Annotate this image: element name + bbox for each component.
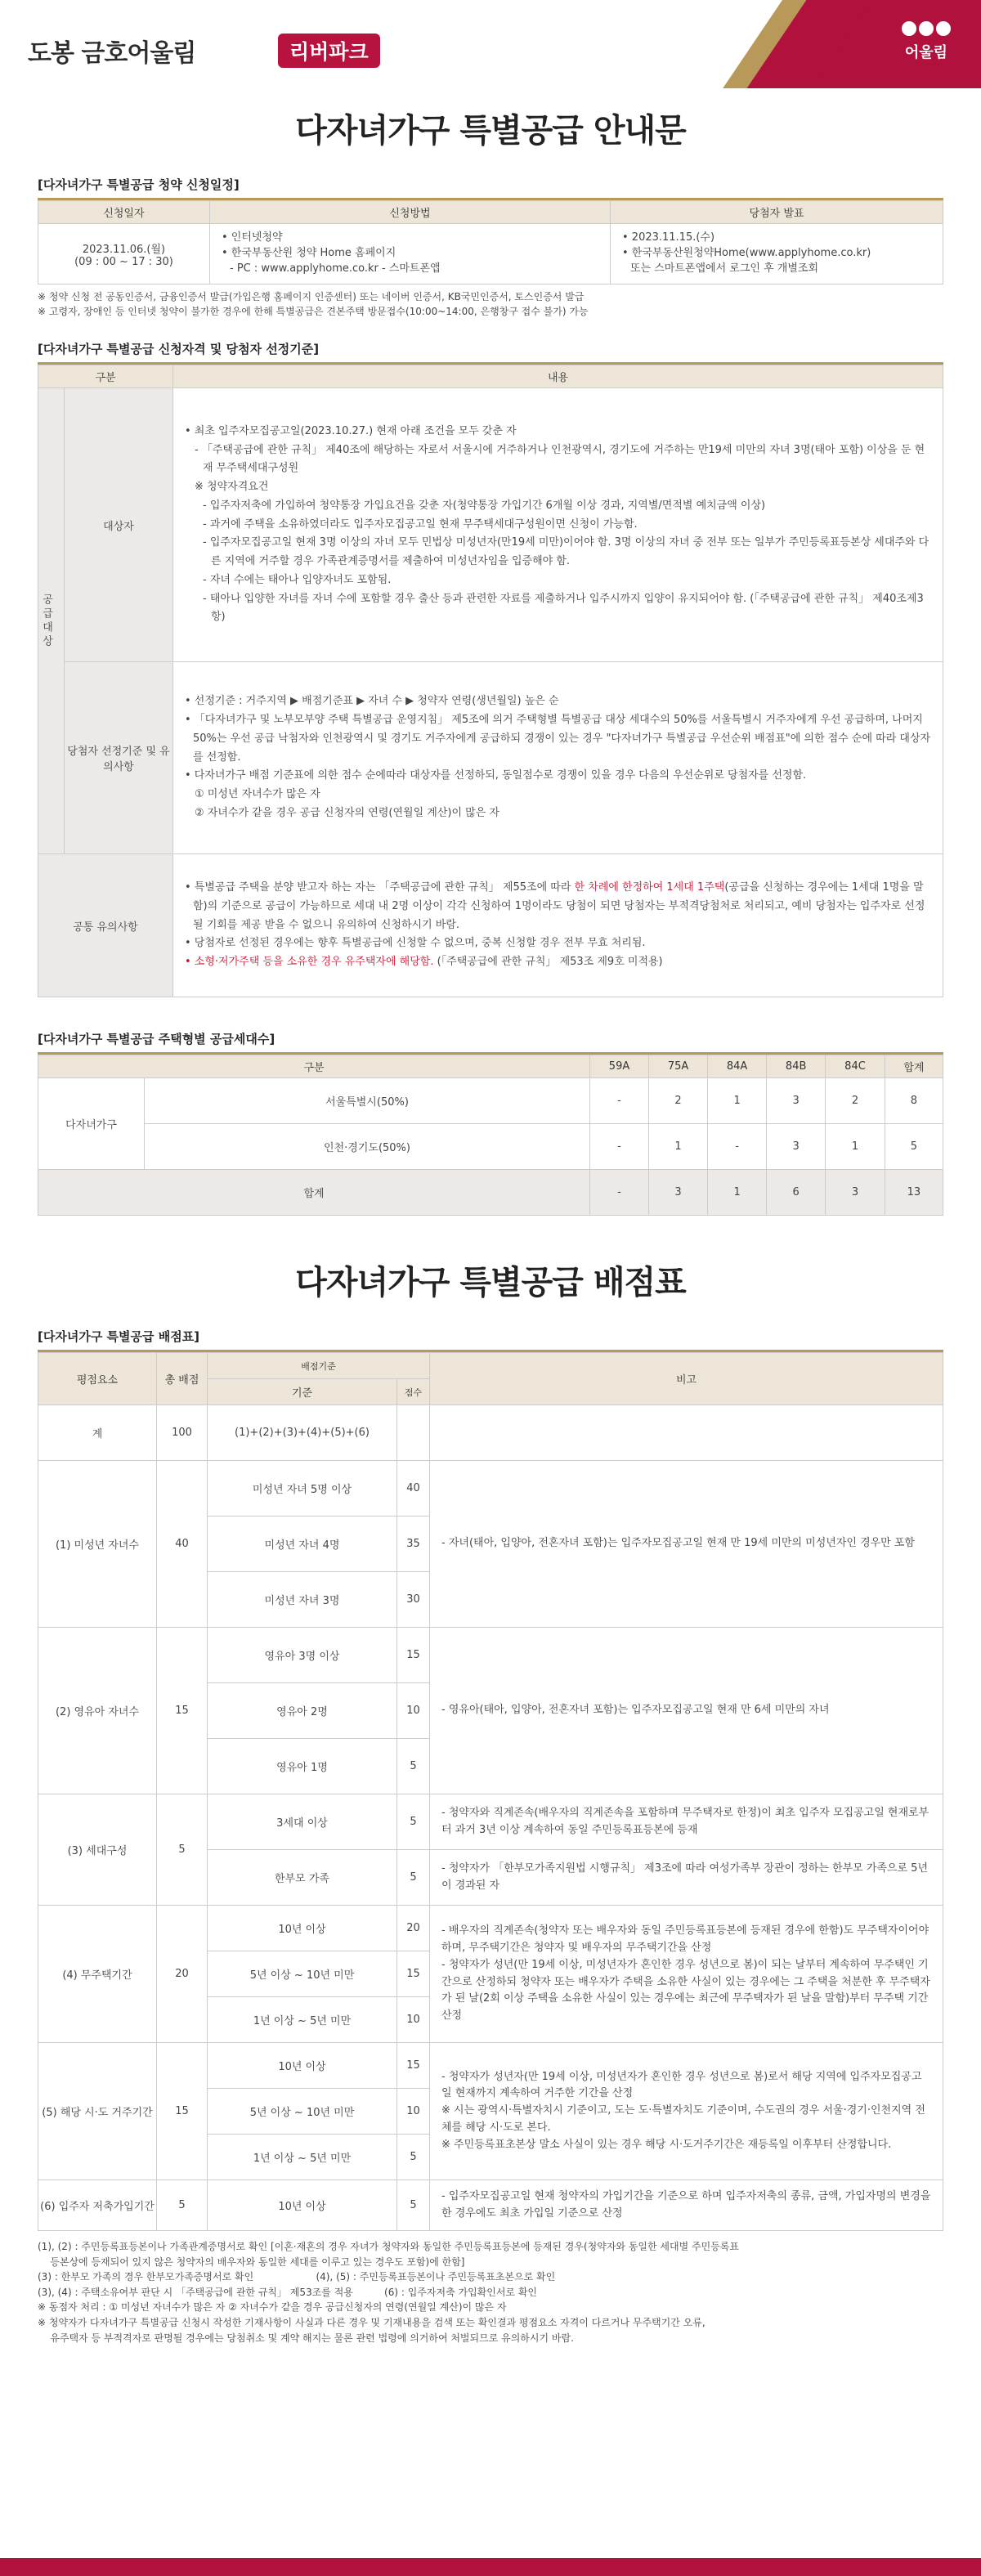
footnote-line: ※ 동점자 처리 : ① 미성년 자녀수가 많은 자 ② 자녀수가 같을 경우 공급신청자의 연령(연월일 계산)이 많은 자 [38, 2301, 507, 2314]
content-line: - 입주자저축에 가입하여 청약통장 가입요건을 갖춘 자(청약통장 가입기간 6개월 이상 경과, 지역별/면적별 예치금액 이상) [203, 499, 766, 512]
supply-table [38, 1055, 943, 1216]
content-line: ① 미성년 자녀수가 많은 자 [195, 788, 320, 801]
total-name: 합계 [38, 1170, 590, 1216]
schedule-date: 2023.11.06.(월) [82, 243, 166, 256]
score-table [38, 1352, 943, 2231]
col-header: 총 배점 [157, 1353, 208, 1405]
col-header: 점수 [397, 1379, 430, 1405]
pts-cell: 15 [397, 1628, 430, 1683]
content-line: - 자녀 수에는 태아나 입양자녀도 포함됨. [203, 573, 392, 586]
col-header: 59A [590, 1055, 649, 1078]
pts-cell: 30 [397, 1572, 430, 1628]
note-cell: - 배우자의 직계존속(청약자 또는 배우자와 동일 주민등록표등본에 등재된 경우에 한함)도 무주택자이어야 하며, 무주택기간은 청약자 및 배우자의 무주택기간을 산정 - 청약자가 성년(만 19세 이상, 미성년자가 혼인한 경우 성년으로 봄)이 되는 날부터 계속하여 무주택인 기간으로 산정하되 청약자 또는 배우자가 주택을 소유한 사실이 있는 경우에는 그 주택을 처분한 후 무주택자가 된 날(2회 이상 주택을 소유한 사실이 있는 경우에는 최근에 무주택자가 된 날을 말함)부터 무주택 기간 산정 [430, 1906, 943, 2043]
result-line: • 한국부동산원청약Home(www.applyhome.co.kr) [622, 247, 871, 260]
content-line: - 입주자모집공고일 현재 3명 이상의 자녀 모두 민법상 미성년자(만19세 미만)이어야 함. 3명 이상의 자녀 중 전부 또는 일부가 주민등록표등본상 세대주와 다른 지역에 거주할 경우 가족관계증명서를 제출하여 미성년자임을 입증해야 함. [203, 536, 929, 568]
crit-cell: 영유아 1명 [208, 1739, 397, 1794]
pts-cell: 5 [397, 1850, 430, 1906]
content-line: • 「다자녀가구 및 노부모부양 주택 특별공급 운영지침」 제5조에 의거 주택형별 특별공급 대상 세대수의 50%를 서울특별시 거주자에게 우선 공급하며, 나머지 50%는 우선 공급 낙첨자와 인천광역시 및 경기도 거주자에게 공급하되 경쟁이 있는 경우 "다자녀가구 특별공급 우선순위 배점표"에 의한 점수 순에 따라 대상자를 선정함. [185, 714, 931, 764]
row-label: 공통 유의사항 [38, 854, 173, 997]
logo-dots-icon [889, 21, 963, 36]
footnote-line: (3) : 한부모 가족의 경우 한부모가족증명서로 확인 (4), (5) : 주민등록표등본이나 주민등록표초본으로 확인 [38, 2271, 556, 2283]
note-cell: - 청약자가 성년자(만 19세 이상, 미성년자가 혼인한 경우 성년으로 봄)로서 해당 지역에 입주자모집공고일 현재까지 계속하여 거주한 기간을 산정 ※ 시는 광역시·특별자치시 기준이고, 도는 도·특별자치도 기준이며, 수도권의 경우 서울·경기·인천지역 전체를 해당 시·도로 본다. ※ 주민등록표초본상 말소 사실이 있는 경우 해당 시·도거주기간은 재등록일 이후부터 산정합니다. [430, 2043, 943, 2180]
col-header: 배점기준 [208, 1353, 430, 1379]
header-bar [0, 0, 981, 88]
crit-cell: 3세대 이상 [208, 1794, 397, 1850]
eligibility-label: [다자녀가구 특별공급 신청자격 및 당첨자 선정기준] [38, 342, 320, 356]
total-cell: 5 [157, 1794, 208, 1906]
col-header: 84A [708, 1055, 767, 1078]
footnote-line: 등본상에 등재되어 있지 않은 청약자의 배우자와 동일한 세대를 이루고 있는 경우도 포함)에 한함] [38, 2256, 465, 2268]
red-text: 한 차례에 한정하여 1세대 1주택 [574, 881, 725, 894]
col-header: 75A [649, 1055, 708, 1078]
cell: - [590, 1170, 649, 1216]
pts-cell: 15 [397, 2043, 430, 2089]
pts-cell: 40 [397, 1461, 430, 1516]
cell: 3 [767, 1078, 826, 1124]
cell: 1 [708, 1078, 767, 1124]
cell: 6 [767, 1170, 826, 1216]
note-cell: - 영유아(태아, 입양아, 전혼자녀 포함)는 입주자모집공고일 현재 만 6세 미만의 자녀 [430, 1628, 943, 1794]
cell: 13 [885, 1170, 943, 1216]
col-header: 84B [767, 1055, 826, 1078]
schedule-date-cell [38, 224, 210, 284]
item-cell: (1) 미성년 자녀수 [38, 1461, 157, 1628]
result-line: • 2023.11.15.(수) [622, 231, 715, 244]
text: (공급을 신청하는 경우에는 1세대 1명을 말함)의 기준으로 공급이 가능하므로 세대 내 2명 이상이 각각 신청하여 1명이라도 당첨이 되면 당첨자는 부적격당첨처로 처리되고, 예비 당첨자는 입주자로 선정될 기회를 제공 받을 수 없으니 유의하여 신청하시기 바람. [193, 881, 925, 931]
col-header: 합계 [885, 1055, 943, 1078]
cell: - [708, 1124, 767, 1170]
crit-cell: 한부모 가족 [208, 1850, 397, 1906]
note-cell: - 입주자모집공고일 현재 청약자의 가입기간을 기준으로 하며 입주자저축의 종류, 금액, 가입자명의 변경을 한 경우에도 최초 가입일 기준으로 산정 [430, 2180, 943, 2231]
total-cell: 100 [157, 1405, 208, 1461]
red-text: • 소형·저가주택 등을 소유한 경우 유주택자에 해당함. [185, 956, 434, 969]
pts-cell: 5 [397, 2180, 430, 2231]
col-header: 비고 [430, 1353, 943, 1405]
eligibility-table [38, 365, 943, 997]
total-cell: 20 [157, 1906, 208, 2043]
item-cell: (3) 세대구성 [38, 1794, 157, 1906]
content-line: ② 자녀수가 같을 경우 공급 신청자의 연령(연월일 계산)이 많은 자 [195, 806, 499, 819]
crit-cell: 5년 이상 ~ 10년 미만 [208, 2089, 397, 2135]
cell: 2 [826, 1078, 885, 1124]
row-label: 당첨자 선정기준 및 유의사항 [65, 662, 173, 854]
supply-label: [다자녀가구 특별공급 주택형별 공급세대수] [38, 1032, 275, 1046]
content-line: - 과거에 주택을 소유하였더라도 입주자모집공고일 현재 무주택세대구성원이면 신청이 가능함. [203, 517, 638, 531]
content-line [185, 879, 931, 934]
cell: - [590, 1078, 649, 1124]
cell: 2 [649, 1078, 708, 1124]
cell: - [590, 1124, 649, 1170]
cell: 8 [885, 1078, 943, 1124]
note-cell [430, 1405, 943, 1461]
group-label: 다자녀가구 [38, 1078, 145, 1170]
item-cell: (2) 영유아 자녀수 [38, 1628, 157, 1794]
schedule-table [38, 200, 943, 284]
crit-cell: 10년 이상 [208, 2180, 397, 2231]
crit-cell: 1년 이상 ~ 5년 미만 [208, 2135, 397, 2180]
note-cell: - 자녀(태아, 입양아, 전혼자녀 포함)는 입주자모집공고일 현재 만 19세 미만의 미성년자인 경우만 포함 [430, 1461, 943, 1628]
row-content [173, 662, 943, 854]
total-cell: 15 [157, 1628, 208, 1794]
col-header: 신청방법 [210, 201, 611, 224]
note-line-red: ※ 고령자, 장애인 등 인터넷 청약이 불가한 경우에 한해 특별공급은 견본주택 방문접수(10:00~14:00, 은행창구 접수 불가) 가능 [38, 306, 589, 317]
item-cell: (6) 입주자 저축가입기간 [38, 2180, 157, 2231]
item-cell: (5) 해당 시·도 거주기간 [38, 2043, 157, 2180]
content-line: ※ 청약자격요건 [195, 481, 269, 494]
text: (「주택공급에 관한 규칙」 제53조 제9호 미적용) [433, 956, 663, 969]
pts-cell: 35 [397, 1516, 430, 1572]
row-label: 대상자 [65, 388, 173, 662]
pts-cell: 10 [397, 2089, 430, 2135]
col-header: 평점요소 [38, 1353, 157, 1405]
group-label-cell [38, 388, 65, 854]
crit-cell: 영유아 2명 [208, 1683, 397, 1739]
pts-cell: 5 [397, 1739, 430, 1794]
item-cell: (4) 무주택기간 [38, 1906, 157, 2043]
guide-title: 다자녀가구 특별공급 안내문 [295, 112, 686, 150]
score-title: 다자녀가구 특별공급 배점표 [295, 1264, 686, 1301]
cell: 1 [826, 1124, 885, 1170]
total-cell: 5 [157, 2180, 208, 2231]
note-cell: - 청약자가 「한부모가족지원법 시행규칙」 제3조에 따라 여성가족부 장관이 정하는 한부모 가족으로 5년이 경과된 자 [430, 1850, 943, 1906]
crit-cell: 10년 이상 [208, 1906, 397, 1951]
cell: 1 [649, 1124, 708, 1170]
col-header: 기준 [208, 1379, 397, 1405]
crit-cell: 10년 이상 [208, 2043, 397, 2089]
content-line: • 최초 입주자모집공고일(2023.10.27.) 현재 아래 조건을 모두 갖춘 자 [185, 424, 517, 437]
footnote-line: 유주택자 등 부적격자로 판명될 경우에는 당첨취소 및 계약 해지는 물론 관련 법령에 의거하여 처벌되므로 유의하시기 바람. [38, 2332, 574, 2344]
cell: 3 [826, 1170, 885, 1216]
method-line: • 한국부동산원 청약 Home 홈페이지 [222, 247, 396, 260]
col-header: 구분 [38, 365, 173, 388]
crit-cell: 영유아 3명 이상 [208, 1628, 397, 1683]
text: • 특별공급 주택을 분양 받고자 하는 자는 「주택공급에 관한 규칙」 제55조에 따라 [185, 881, 575, 894]
crit-cell: 1년 이상 ~ 5년 미만 [208, 1997, 397, 2043]
col-header: 구분 [38, 1055, 590, 1078]
row-content [173, 854, 943, 997]
brand-logo [889, 21, 963, 62]
schedule-label: [다자녀가구 특별공급 청약 신청일정] [38, 177, 240, 192]
pts-cell: 5 [397, 2135, 430, 2180]
col-header: 신청일자 [38, 201, 210, 224]
pts-cell [397, 1405, 430, 1461]
content-line: - 「주택공급에 관한 규칙」 제40조에 해당하는 자로서 서울시에 거주하거나 인천광역시, 경기도에 거주하는 만19세 미만의 자녀 3명(태아 포함) 이상을 둔 현재 무주택세대구성원 [195, 443, 925, 475]
method-line: • 인터넷청약 [222, 231, 283, 244]
row-name: 인천·경기도(50%) [145, 1124, 590, 1170]
content-line: • 선정기준 : 거주지역 ▶ 배점기준표 ▶ 자녀 수 ▶ 청약자 연령(생년월일) 높은 순 [185, 695, 559, 708]
schedule-method-cell [210, 224, 611, 284]
cell: 1 [708, 1170, 767, 1216]
group-label: 공급대상 [40, 593, 52, 649]
total-cell: 15 [157, 2043, 208, 2180]
cell: 5 [885, 1124, 943, 1170]
crit-cell: 미성년 자녀 3명 [208, 1572, 397, 1628]
pts-cell: 10 [397, 1683, 430, 1739]
row-content [173, 388, 943, 662]
footer-bar [0, 2558, 981, 2576]
content-line: - 태아나 입양한 자녀를 자녀 수에 포함할 경우 출산 등과 관련한 자료를 제출하거나 입주시까지 입양이 유지되어야 함. (「주택공급에 관한 규칙」 제40조제3항) [203, 592, 924, 624]
content-line [185, 953, 931, 972]
col-header: 84C [826, 1055, 885, 1078]
item-cell: 계 [38, 1405, 157, 1461]
footnote-line: (1), (2) : 주민등록표등본이나 가족관계증명서로 확인 [이혼·재혼의 경우 자녀가 청약자와 동일한 주민등록표등본에 등재된 경우(청약자와 동일한 세대별 주민등록표 [38, 2241, 739, 2252]
content-line: • 당첨자로 선정된 경우에는 향후 특별공급에 신청할 수 없으며, 중복 신청할 경우 전부 무효 처리됨. [185, 937, 646, 950]
result-line: 또는 스마트폰앱에서 로그인 후 개별조회 [630, 262, 819, 275]
score-label: [다자녀가구 특별공급 배점표] [38, 1329, 200, 1344]
pts-cell: 15 [397, 1951, 430, 1997]
complex-title: 도봉 금호어울림 [28, 39, 196, 68]
col-header: 내용 [173, 365, 943, 388]
schedule-time: (09 : 00 ~ 17 : 30) [74, 255, 173, 268]
footnotes [38, 2239, 981, 2345]
complex-badge: 리버파크 [278, 34, 380, 68]
crit-cell: 미성년 자녀 5명 이상 [208, 1461, 397, 1516]
crit-cell: (1)+(2)+(3)+(4)+(5)+(6) [208, 1405, 397, 1461]
pts-cell: 10 [397, 1997, 430, 2043]
note-line: ※ 청약 신청 전 공동인증서, 금융인증서 발급(가입은행 홈페이지 인증센터) 또는 네이버 인증서, KB국민인증서, 토스인증서 발급 [38, 291, 585, 302]
pts-cell: 20 [397, 1906, 430, 1951]
footnote-line: ※ 청약자가 다자녀가구 특별공급 신청시 작성한 기재사항이 사실과 다른 경우 및 기재내용을 검색 또는 확인결과 평점요소 자격이 다르거나 무주택기간 오류, [38, 2316, 706, 2328]
content-line: • 다자녀가구 배점 기준표에 의한 점수 순에따라 대상자를 선정하되, 동일점수로 경쟁이 있을 경우 다음의 우선순위로 당첨자를 선정함. [185, 769, 807, 782]
cell: 3 [649, 1170, 708, 1216]
note-cell: - 청약자와 직계존속(배우자의 직계존속을 포함하며 무주택자로 한정)이 최초 입주자 모집공고일 현재로부터 과거 3년 이상 계속하여 동일 주민등록표등본에 등재 [430, 1794, 943, 1850]
schedule-result-cell [611, 224, 943, 284]
crit-cell: 5년 이상 ~ 10년 미만 [208, 1951, 397, 1997]
row-name: 서울특별시(50%) [145, 1078, 590, 1124]
pts-cell: 5 [397, 1794, 430, 1850]
footnote-line: (3), (4) : 주택소유여부 판단 시 「주택공급에 관한 규칙」 제53조를 적용 (6) : 입주자저축 가입확인서로 확인 [38, 2286, 538, 2298]
logo-text: 어울림 [904, 44, 948, 61]
col-header: 당첨자 발표 [611, 201, 943, 224]
method-line: - PC : www.applyhome.co.kr - 스마트폰앱 [230, 262, 441, 275]
crit-cell: 미성년 자녀 4명 [208, 1516, 397, 1572]
total-cell: 40 [157, 1461, 208, 1628]
cell: 3 [767, 1124, 826, 1170]
